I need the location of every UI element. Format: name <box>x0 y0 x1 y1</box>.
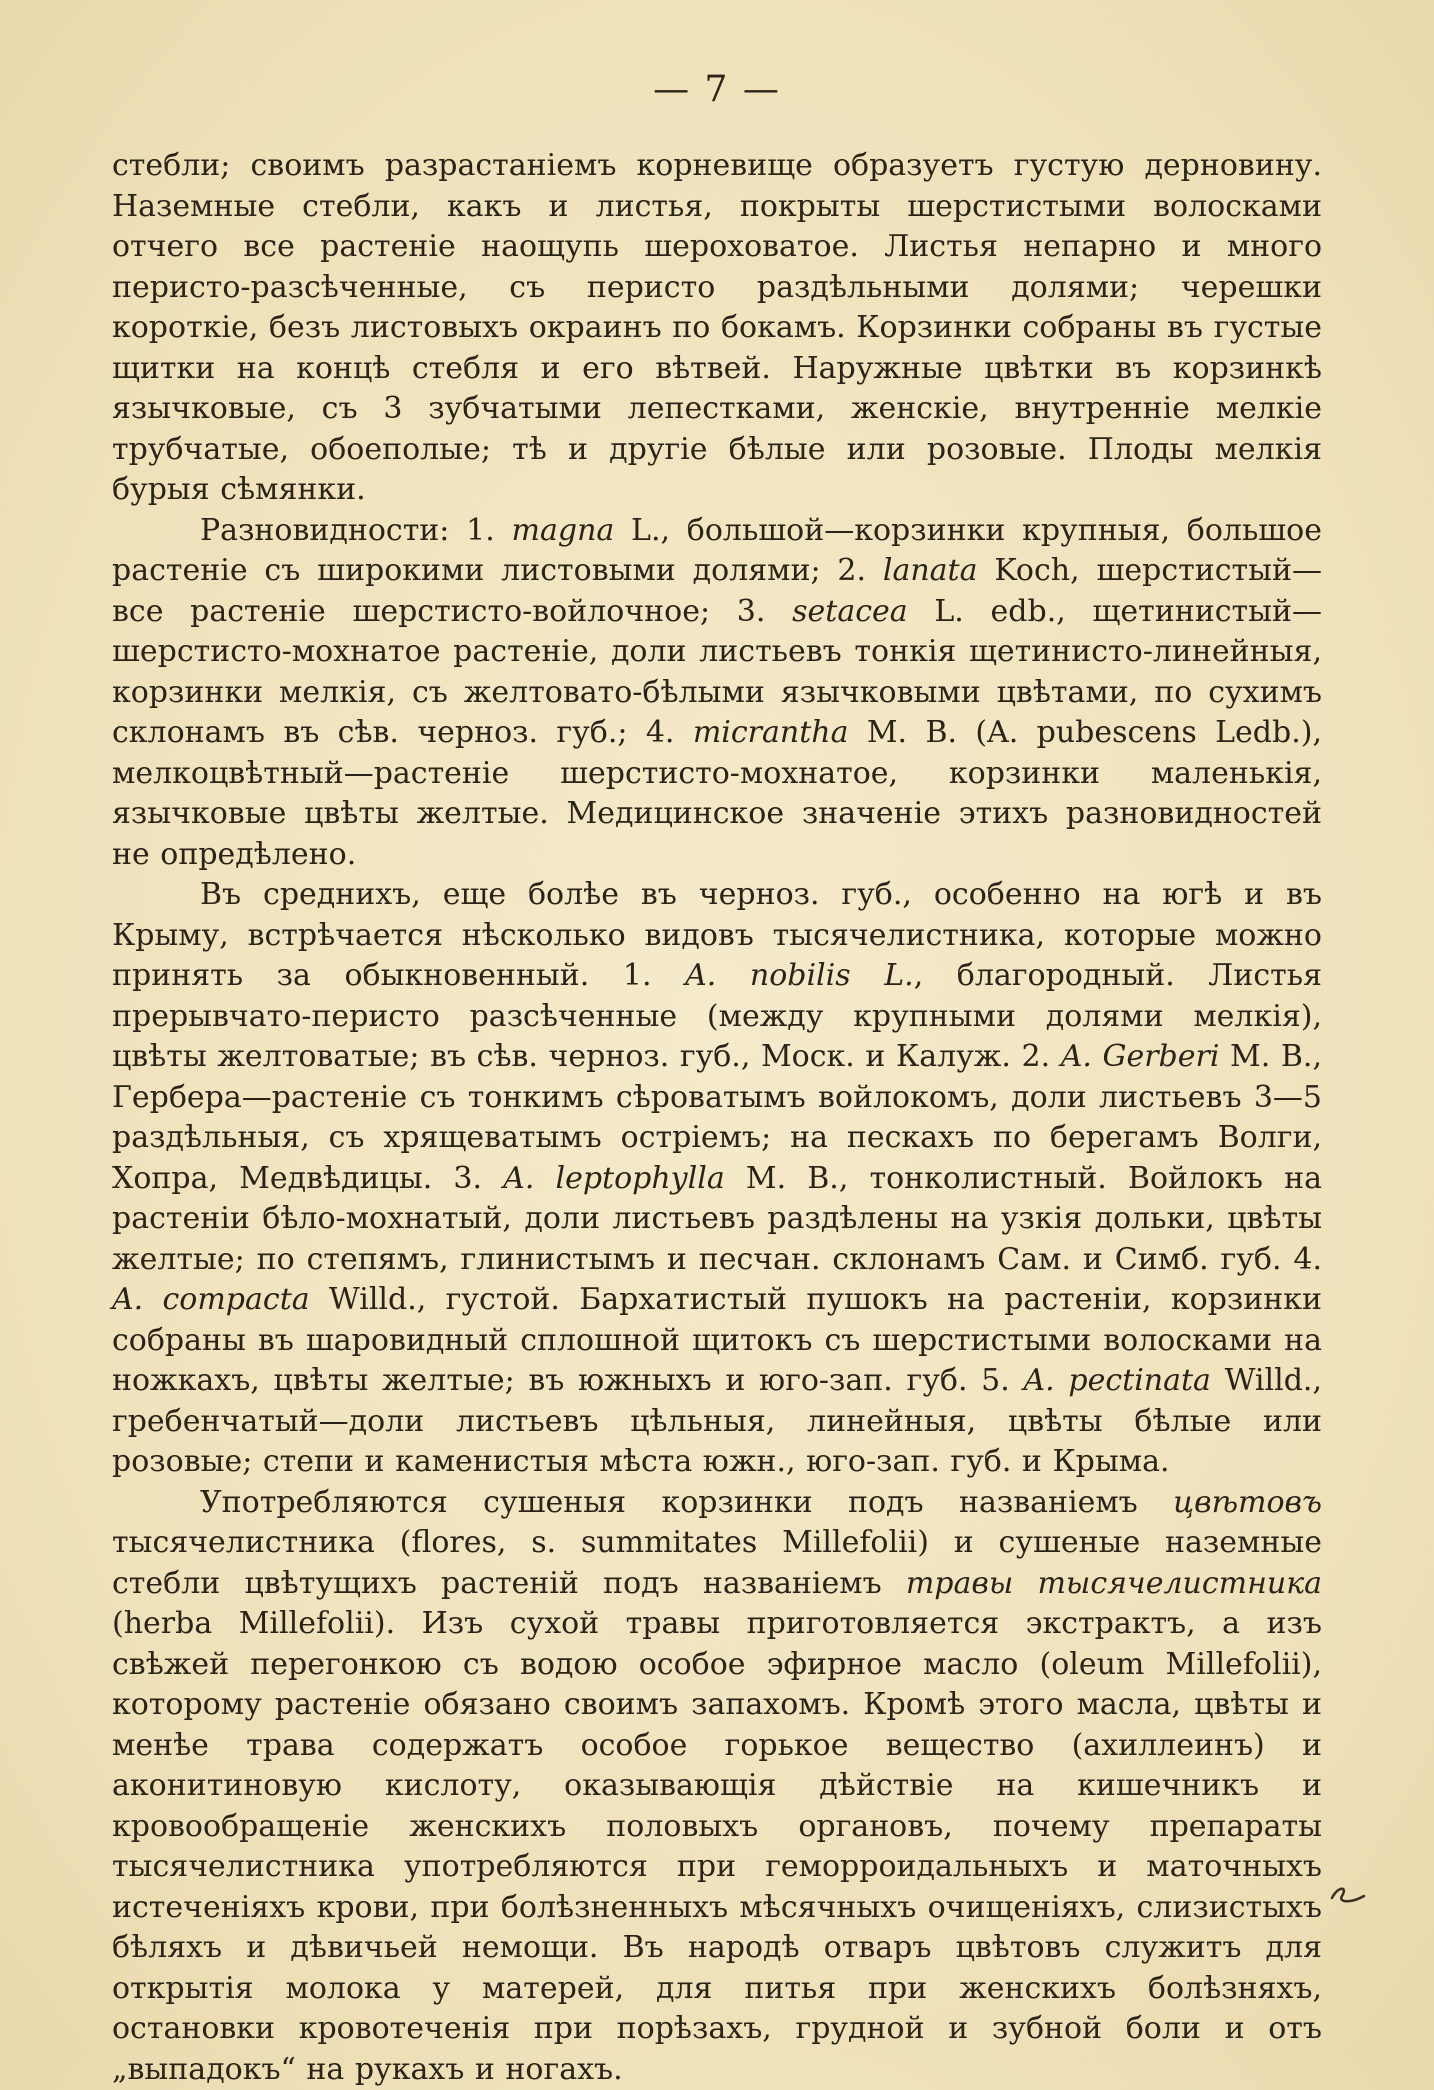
text-segment: L., большой—корзинки крупныя, большое растеніе съ широкими листовыми долями; 2. <box>112 513 1322 589</box>
paragraph-species <box>112 875 1322 1483</box>
text-segment: Употребляются сушеныя корзинки подъ названіемъ <box>200 1485 1173 1520</box>
latin-name: A. pectinata <box>1023 1363 1210 1398</box>
latin-name: setacea <box>792 594 908 629</box>
text-segment: M. B. (A. pubescens Ledb.), мелкоцвѣтный—растеніе шерстисто-мохнатое, корзинки маленькія, язычковые цвѣты желтые. Медицинское значеніе этихъ разновидностей не опредѣлено. <box>112 715 1322 872</box>
paragraph-usage <box>112 1483 1322 2090</box>
latin-name: A. leptophylla <box>503 1161 725 1196</box>
text-segment: стебли; своимъ разрастаніемъ корневище образуетъ густую дерновину. Наземные стебли, какъ и листья, покрыты шерстистыми волосками отчего все растеніе наощупь шероховатое. Листья непарно и много перисто-разсѣченные, съ перисто раздѣльными долями; черешки короткіе, безъ листовыхъ окраинъ по бокамъ. Корзинки собраны въ густые щитки на концѣ стебля и его вѣтвей. Наружные цвѣтки въ корзинкѣ язычковые, съ 3 зубчатыми лепестками, женскіе, внутренніе мелкіе трубчатые, обоеполые; тѣ и другіе бѣлые или розовые. Плоды мелкія бурыя сѣмянки. <box>112 148 1322 507</box>
text-segment: Въ среднихъ, еще болѣе въ черноз. губ., особенно на югѣ и въ Крыму, встрѣчается нѣсколько видовъ тысячелистника, которые можно принять за обыкновенный. 1. <box>112 877 1322 993</box>
text-segment: , благородный. Листья прерывчато-перисто разсѣченные (между крупными долями мелкія), цвѣты желтоватые; въ сѣв. черноз. губ., Моск. и Калуж. 2. <box>112 958 1322 1074</box>
paragraph-varieties <box>112 511 1322 876</box>
italic-term: цвѣтовъ <box>1173 1485 1322 1520</box>
handwritten-margin-mark-icon <box>1328 1880 1368 1910</box>
text-segment: M. B., тонколистный. Войлокъ на растеніи бѣло-мохнатый, доли листьевъ раздѣлены на узкія дольки, цвѣты желтые; по степямъ, глинистымъ и песчан. склонамъ Сам. и Симб. губ. 4. <box>112 1161 1322 1277</box>
text-segment: Willd., гребенчатый—доли листьевъ цѣльныя, линейныя, цвѣты бѣлые или розовые; степи и каменистыя мѣста южн., юго-зап. губ. и Крыма. <box>112 1363 1322 1479</box>
latin-name: A. compacta <box>112 1282 310 1317</box>
text-segment: Willd., густой. Бархатистый пушокъ на растеніи, корзинки собраны въ шаровидный сплошной щитокъ съ шерстистыми волосками на ножкахъ, цвѣты желтые; въ южныхъ и юго-зап. губ. 5. <box>112 1282 1322 1398</box>
text-segment: (herba Millefolii). Изъ сухой травы приготовляется экстрактъ, а изъ свѣжей перегонкою съ водою особое эфирное масло (oleum Millefolii), которому растеніе обязано своимъ запахомъ. Кромѣ этого масла, цвѣты и менѣе трава содержатъ особое горькое вещество (ахиллеинъ) и аконитиновую кислоту, оказывающія дѣйствіе на кишечникъ и кровообращеніе женскихъ половыхъ органовъ, почему препараты тысячелистника употребляются при геморроидальныхъ и маточныхъ истеченіяхъ крови, при болѣзненныхъ мѣсячныхъ очищеніяхъ, слизистыхъ бѣляхъ и дѣвичьей немощи. Въ народѣ отваръ цвѣтовъ служитъ для открытія молока у матерей, для питья при женскихъ болѣзняхъ, остановки кровотеченія при порѣзахъ, грудной и зубной боли и отъ „выпадокъ“ на рукахъ и ногахъ. <box>112 1606 1322 2087</box>
text-segment: Разновидности: 1. <box>200 513 512 548</box>
latin-name: A. Gerberi <box>1061 1039 1220 1074</box>
text-segment: L. edb., щетинистый—шерстисто-мохнатое растеніе, доли листьевъ тонкія щетинисто-линейныя, корзинки мелкія, съ желтовато-бѣлыми язычковыми цвѣтами, по сухимъ склонамъ въ сѣв. черноз. губ.; 4. <box>112 594 1322 751</box>
page <box>112 62 1322 2090</box>
latin-name: magna <box>512 513 615 548</box>
text-segment: M. B., Гербера—растеніе съ тонкимъ сѣроватымъ войлокомъ, доли листьевъ 3—5 раздѣльныя, съ хрящеватымъ остріемъ; на пескахъ по берегамъ Волги, Хопра, Медвѣдицы. 3. <box>112 1039 1322 1196</box>
latin-name: A. nobilis L. <box>685 958 914 993</box>
text-segment: тысячелистника (flores, s. summitates Millefolii) и сушеные наземные стебли цвѣтущихъ растеній подъ названіемъ <box>112 1525 1322 1601</box>
italic-term: травы тысячелистника <box>906 1566 1322 1601</box>
page-number: — 7 — <box>112 62 1322 118</box>
latin-name: lanata <box>883 553 978 588</box>
paragraph-1 <box>112 146 1322 511</box>
text-segment: Koch, шерстистый—все растеніе шерстисто-войлочное; 3. <box>112 553 1322 629</box>
latin-name: micrantha <box>693 715 849 750</box>
